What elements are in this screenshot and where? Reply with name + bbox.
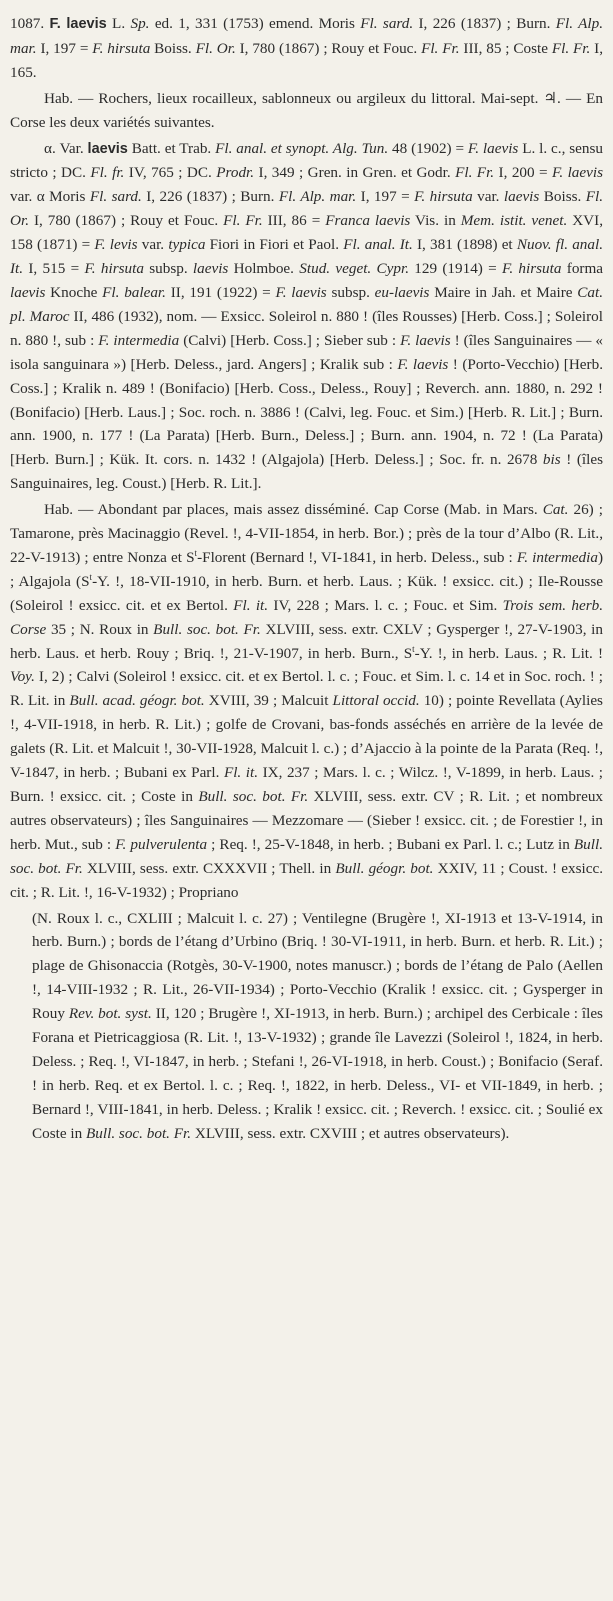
habitat-alpha-continuation: (N. Roux l. c., CXLIII ; Malcuit l. c. 27) ; Ventilegne (Brugère !, XI-1913 et 13-V-1914, in herb. Burn.) ; bords de l’étang d’Urbino (Briq. ! 30-VI-1911, in herb. Burn. et herb. R. Lit.) ; plage de Ghisonaccia (Rotgès, 30-V-1900, notes manuscr.) ; bords de l’étang de Palo (Aellen !, 14-VIII-1932 ; R. Lit., 26-VII-1934) ; Porto-Vecchio (Kralik ! exsicc. cit. ; Gysperger in Rouy Rev. bot. syst. II, 120 ; Brugère !, XI-1913, in herb. Burn.) ; archipel des Cerbicale : îles Forana et Pietricaggiosa (R. Lit. !, 13-V-1932) ; grande île Lavezzi (Soleirol !, 1824, in herb. Deless. ; Req. !, VI-1847, in herb. ; Stefani !, 26-VI-1918, in herb. Coust.) ; Bonifacio (Seraf. ! in herb. Req. et ex Bertol. l. c. ; Req. !, 1822, in herb. Deless., VI- et VII-1849, in herb. ; Bernard !, VIII-1841, in herb. Deless. ; Kralik ! exsicc. cit. ; Reverch. ! exsicc. cit. ; Soulié ex Coste in Bull. soc. bot. Fr. XLVIII, sess. extr. CXVIII ; et autres observateurs). (32, 909, 603, 1142)
species-entry-1087: 1087. F. laevis L. Sp. ed. 1, 331 (1753) emend. Moris Fl. sard. I, 226 (1837) ; Burn. Fl. Alp. mar. I, 197 = F. hirsuta Boiss. Fl. Or. I, 780 (1867) ; Rouy et Fouc. Fl. Fr. III, 85 ; Coste Fl. Fr. I, 165. (10, 15, 604, 81)
habitat-general-paragraph: Hab. — Rochers, lieux rocailleux, sablonneux ou argileux du littoral. Mai-sept. ♃. — En Corse les deux variétés suivantes. (10, 89, 603, 131)
habitat-alpha-paragraph: Hab. — Abondant par places, mais assez disséminé. Cap Corse (Mab. in Mars. Cat. 26) ; Tamarone, près Macinaggio (Revel. !, 4-VII-1854, in herb. Bor.) ; près de la tour d’Albo (R. Lit., 22-V-1913) ; entre Nonza et $S^t$-Florent (Bernard !, VI-1841, in herb. Deless., sub : F. intermedia) ; Algajola ($S^t-Y$. !, 18-VII-1910, in herb. Burn. et herb. Laus. ; Kük. ! exsicc. cit.) ; Ile-Rousse (Soleirol ! exsicc. cit. et ex Bertol. Fl. it. IV, 228 ; Mars. l. c. ; Fouc. et Sim. Trois sem. herb. Corse 35 ; N. Roux in Bull. soc. bot. Fr. XLVIII, sess. extr. CXLV ; Gysperger !, 27-V-1903, in herb. Laus. et herb. Rouy ; Briq. !, 21-V-1907, in herb. Burn., $S^t-Y$. !, in herb. Laus. ; R. Lit. ! Voy. I, 2) ; Calvi (Soleirol ! exsicc. cit. et ex Bertol. l. c. ; Fouc. et Sim. l. c. 14 et in Soc. roch. ! ; R. Lit. in Bull. acad. géogr. bot. XVIII, 39 ; Malcuit Littoral occid. 10) ; pointe Revellata (Aylies !, 4-VII-1918, in herb. R. Lit.) ; golfe de Crovani, bas-fonds asséchés en arrière de la levée de galets (R. Lit. et Malcuit !, 30-VII-1928, Malcuit l. c.) ; d’Ajaccio à la pointe de la Parata (Req. !, V-1847, in herb. ; Bubani ex Parl. Fl. it. IX, 237 ; Mars. l. c. ; Wilcz. !, V-1899, in herb. Laus. ; Burn. ! exsicc. cit. ; Coste in Bull. soc. bot. Fr. XLVIII, sess. extr. CV ; R. Lit. ; et nombreux autres observateurs) ; îles Sanguinaires — Mezzomare — (Sieber ! exsicc. cit. ; de Forestier !, in herb. Mut., sub : F. pulverulenta ; Req. !, 25-V-1848, in herb. ; Bubani ex Parl. l. c.; Lutz in Bull. soc. bot. Fr. XLVIII, sess. extr. CXXXVII ; Thell. in Bull. géogr. bot. XXIV, 11 ; Coust. ! exsicc. cit. ; R. Lit. !, 16-V-1932) ; Propriano (10, 501, 604, 901)
variety-alpha-paragraph: α. Var. laevis Batt. et Trab. Fl. anal. et synopt. Alg. Tun. 48 (1902) = F. laevis L. l. c., sensu stricto ; DC. Fl. fr. IV, 765 ; DC. Prodr. I, 349 ; Gren. in Gren. et Godr. Fl. Fr. I, 200 = F. laevis var. α Moris Fl. sard. I, 226 (1837) ; Burn. Fl. Alp. mar. I, 197 = F. hirsuta var. laevis Boiss. Fl. Or. I, 780 (1867) ; Rouy et Fouc. Fl. Fr. III, 86 = Franca laevis Vis. in Mem. istit. venet. XVI, 158 (1871) = F. levis var. typica Fiori in Fiori et Paol. Fl. anal. It. I, 381 (1898) et Nuov. fl. anal. It. I, 515 = F. hirsuta subsp. laevis Holmboe. Stud. veget. Cypr. 129 (1914) = F. hirsuta forma laevis Knoche Fl. balear. II, 191 (1922) = F. laevis subsp. eu-laevis Maire in Jah. et Maire Cat. pl. Maroc II, 486 (1932), nom. — Exsicc. Soleirol n. 880 ! (îles Rousses) [Herb. Coss.] ; Soleirol n. 880 !, sub : F. intermedia (Calvi) [Herb. Coss.] ; Sieber sub : F. laevis ! (îles Sanguinaires — « isola sanguinara ») [Herb. Deless., jard. Angers] ; Kralik sub : F. laevis ! (Porto-Vecchio) [Herb. Coss.] ; Kralik n. 489 ! (Bonifacio) [Herb. Coss., Deless., Rouy] ; Reverch. ann. 1880, n. 292 ! (Bonifacio) [Herb. Laus.] ; Soc. roch. n. 3886 ! (Calvi, leg. Fouc. et Sim.) [Herb. R. Lit.] ; Burn. ann. 1900, n. 177 ! (La Parata) [Herb. Burn., Deless.] ; Burn. ann. 1904, n. 72 ! (La Parata) [Herb. Burn.] ; Kük. It. cors. n. 1432 ! (Algajola) [Herb. Deless.] ; Soc. fr. n. 2678 bis ! (îles Sanguinaires, leg. Coust.) [Herb. R. Lit.]. (10, 139, 604, 493)
